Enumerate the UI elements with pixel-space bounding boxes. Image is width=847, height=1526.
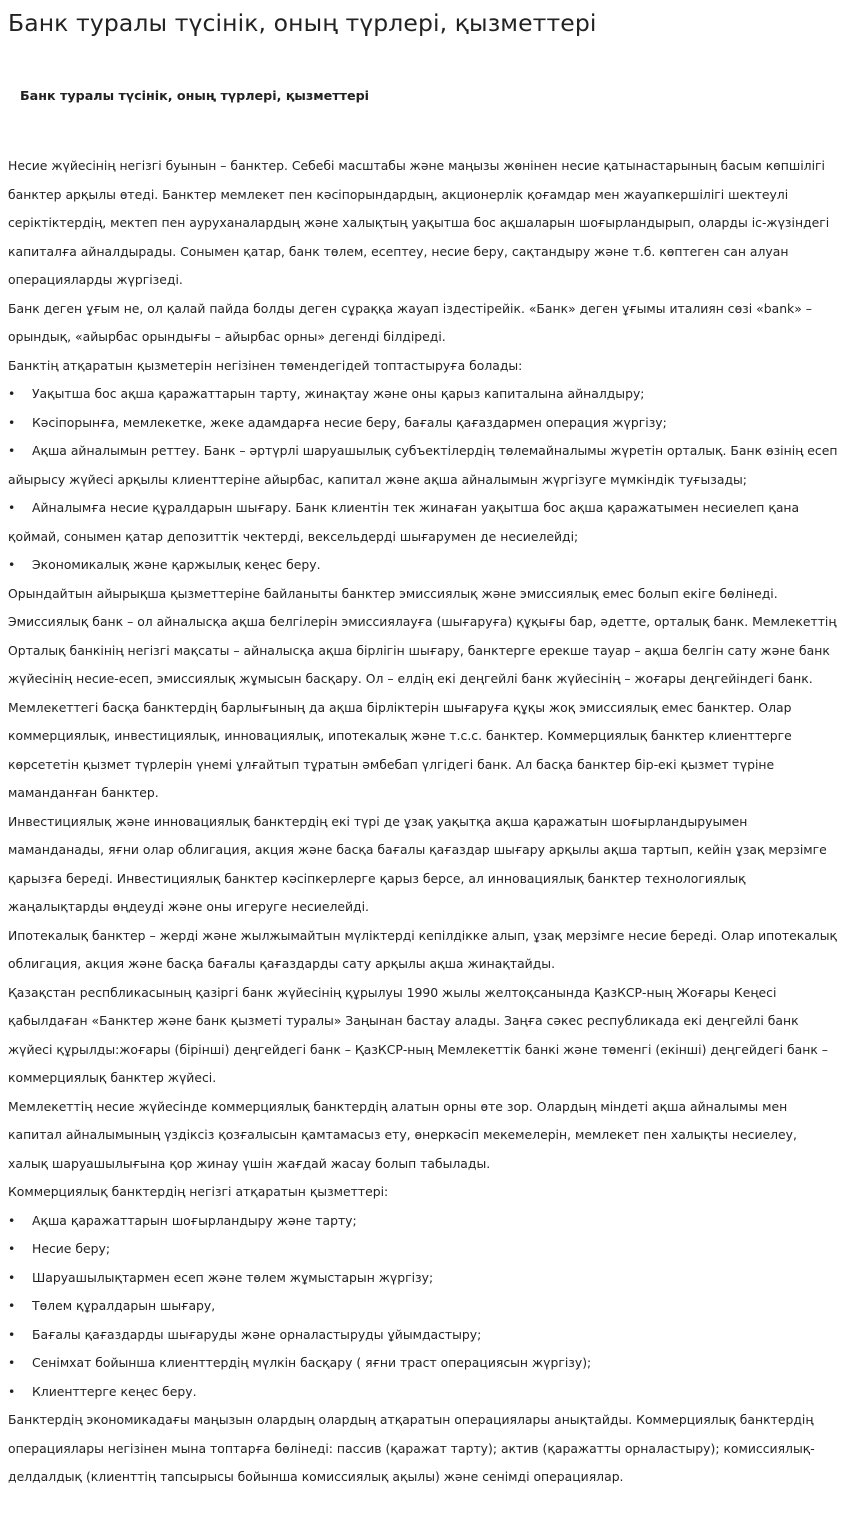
body-paragraph: Мемлекеттегі басқа банктердің барлығының да ақша бірліктерін шығаруға құқы жоқ эмиссиялық емес банктер. Олар коммерциялық, инвестициялық, инновациялық, ипотекалық және т.с.с. банктер. Коммерциялық банктер клиенттерге көрсететін қызмет түрлерін үнемі ұлғайтып тұратын әмбебап үлгідегі банк. Ал басқа банктер бір-екі қызмет түріне маманданған банктер. <box>8 699 792 800</box>
bullet-icon: • <box>8 1326 16 1342</box>
body-paragraph: Банк деген ұғым не, ол қалай пайда болды деген сұраққа жауап іздестірейік. «Банк» деген ұғымы италиян сөзі «bank» – орындық, «айырбас орындығы – айырбас орны» дегенді білдіреді. <box>8 300 812 344</box>
body-paragraph: Ипотекалық банктер – жерді және жылжымайтын мүліктерді кепілдікке алып, ұзақ мерзімге несие береді. Олар ипотекалық облигация, акция және басқа бағалы қағаздарды сату арқылы ақша жинақтайды. <box>8 927 837 971</box>
bullet-icon: • <box>8 557 16 572</box>
bullet-text: Шаруашылықтармен есеп және төлем жұмыстарын жүргізу; <box>32 1269 434 1285</box>
bullet-text: Ақша қаражаттарын шоғырландыру және тарту; <box>32 1212 357 1228</box>
bullet-icon: • <box>8 1269 16 1285</box>
bullet-text: Ақша айналымын реттеу. Банк – әртүрлі шаруашылық субъектілердің төлемайналымы жүретін орталық. Банк өзінің есеп айырысу жүйесі арқылы клиенттеріне айырбас, капитал және ақша айналымын жүргізуге мүмкіндік туғызады; <box>8 443 838 487</box>
body-paragraph: Коммерциялық банктердің негізгі атқаратын қызметтері: <box>8 1184 389 1199</box>
bullet-text: Бағалы қағаздарды шығаруды және орналастыруды ұйымдастыру; <box>32 1326 482 1342</box>
bullet-text: Несие беру; <box>32 1241 111 1256</box>
bullet-icon: • <box>8 386 16 401</box>
page-title: Банк туралы түсінік, оның түрлері, қызметтері <box>8 9 597 37</box>
body-paragraph: Банктердің экономикадағы маңызын олардың олардың атқаратын операциялары анықтайды. Коммерциялық банктердің операциялары негізінен мына топтарға бөлінеді: пассив (қаражат тарту); актив (қаражатты орналастыру); комиссиялық-делдалдық (клиенттің тапсырысы бойынша комиссиялық ақылы) және сенімді операциялар. <box>8 1412 815 1484</box>
bullet-icon: • <box>8 1241 16 1256</box>
bullet-text: Төлем құралдарын шығару, <box>32 1298 216 1313</box>
body-paragraph: Эмиссиялық банк – ол айналысқа ақша белгілерін эмиссиялауға (шығаруға) құқығы бар, әдетте, орталық банк. Мемлекеттің Орталық банкінің негізгі мақсаты – айналысқа ақша бірлігін шығару, банктерге ерекше тауар – ақша белгін сату және банк жүйесінің несие-есеп, эмиссиялық жұмысын басқару. Ол – елдің екі деңгейлі банк жүйесінің – жоғары деңгейіндегі банк. <box>8 614 837 686</box>
bullet-icon: • <box>8 1355 16 1370</box>
bullet-list-item <box>8 380 839 409</box>
bullet-text: Айналымға несие құралдарын шығару. Банк клиентін тек жинаған уақытша бос ақша қаражатымен несиелеп қана қоймай, сонымен қатар депозиттік чектерді, вексельдерді шығарумен де несиелейді; <box>8 500 800 544</box>
bullet-list-item <box>8 1235 839 1264</box>
body-paragraph: Несие жүйесінің негізгі буынын – банктер. Себебі масштабы және маңызы жөнінен несие қатынастарының басым көпшілігі банктер арқылы өтеді. Банктер мемлекет пен кәсіпорындардың, акционерлік қоғамдар мен жауапкершілігі шектеулі серіктіктердің, мектеп пен ауруханалардың және халықтың уақытша бос ақшаларын шоғырландырып, оларды іс-жүзіндегі капиталға айналдырады. Сонымен қатар, банк төлем, есептеу, несие беру, сақтандыру және т.б. көптеген сан алуан операцияларды жүргізеді. <box>8 158 830 287</box>
body-paragraph: Мемлекеттің несие жүйесінде коммерциялық банктердің алатын орны өте зор. Олардың міндеті ақша айналымы мен капитал айналымының үздіксіз қозғалысын қамтамасыз ету, өнеркәсіп мекемелерін, мемлекет пен халықты несиелеу, халық шаруашылығына қор жинау үшін жағдай жасау болып табылады. <box>8 1098 797 1171</box>
bullet-icon: • <box>8 443 16 458</box>
bullet-text: Экономикалық және қаржылық кеңес беру. <box>32 557 321 572</box>
bullet-list-item <box>8 437 839 494</box>
bullet-text: Сенімхат бойынша клиенттердің мүлкін басқару ( яғни траст операциясын жүргізу); <box>32 1355 592 1370</box>
bullet-list-item <box>8 1349 839 1378</box>
article-subtitle: Банк туралы түсінік, оның түрлері, қызметтері <box>20 88 369 103</box>
bullet-list-item <box>8 1292 839 1321</box>
bullet-list-item <box>8 1321 839 1350</box>
bullet-text: Уақытша бос ақша қаражаттарын тарту, жинақтау және оны қарыз капиталына айналдыру; <box>32 386 645 401</box>
bullet-list-item <box>8 551 839 580</box>
bullet-list-item <box>8 1207 839 1236</box>
bullet-list-item <box>8 1264 839 1293</box>
body-paragraph: Банктің атқаратын қызметерін негізінен төмендегідей топтастыруға болады: <box>8 357 523 373</box>
bullet-icon: • <box>8 1383 16 1399</box>
bullet-list-item <box>8 1378 839 1407</box>
bullet-list-item <box>8 494 839 551</box>
bullet-text: Кәсіпорынға, мемлекетке, жеке адамдарға несие беру, бағалы қағаздармен операция жүргізу; <box>32 414 667 430</box>
bullet-text: Клиенттерге кеңес беру. <box>32 1383 197 1399</box>
body-paragraph: Орындайтын айырықша қызметтеріне байланыты банктер эмиссиялық және эмиссиялық емес болып екіге бөлінеді. <box>8 585 778 601</box>
bullet-icon: • <box>8 1298 16 1313</box>
body-paragraph: Қазақстан респбликасының қазіргі банк жүйесінің құрылуы 1990 жылы желтоқсанында ҚазКСР-ның Жоғары Кеңесі қабылдаған «Банктер және банк қызметі туралы» Заңынан бастау алады. Заңға сәкес республикада екі деңгейлі банк жүйесі құрылды:жоғары (бірінші) деңгейдегі банк – ҚазКСР-ның Мемлекеттік банкі және төменгі (екінші) деңгейдегі банк – коммерциялық банктер жүйесі. <box>8 984 828 1085</box>
body-paragraph: Инвестициялық және инновациялық банктердің екі түрі де ұзақ уақытқа ақша қаражатын шоғырландыруымен маманданады, яғни олар облигация, акция және басқа бағалы қағаздар шығару арқылы ақша тартып, кейін ұзақ мерзімге қарызға береді. Инвестициялық банктер кәсіпкерлерге қарыз берсе, ал инновациялық банктер технологиялық жаңалықтарды өңдеуді және оны игеруге несиелейді. <box>8 813 827 914</box>
bullet-list-item <box>8 409 839 438</box>
bullet-icon: • <box>8 1212 16 1228</box>
article-body <box>8 152 839 1492</box>
bullet-icon: • <box>8 414 16 430</box>
bullet-icon: • <box>8 500 16 515</box>
